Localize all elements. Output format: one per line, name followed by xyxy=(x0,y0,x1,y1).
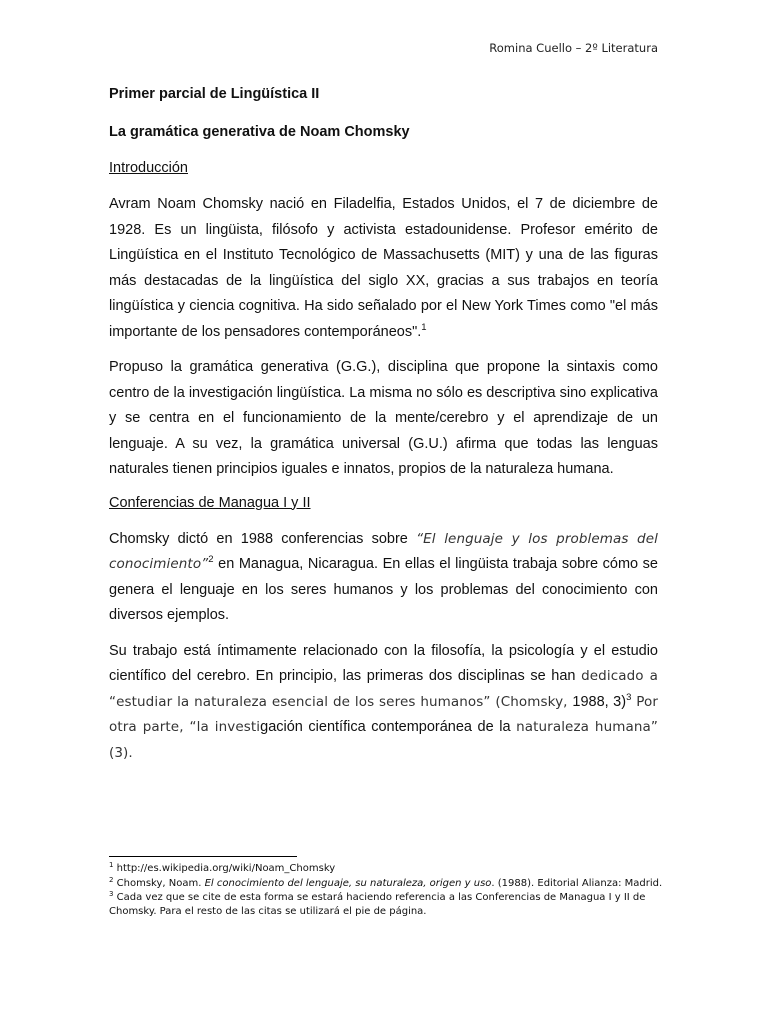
footnote-text: . (1988). Editorial Alianza: Madrid. xyxy=(491,877,663,889)
footnote-book-title: El conocimiento del lenguaje, su naturaleza, origen y uso xyxy=(204,877,492,889)
paragraph-3-quote: “El lenguaje y los problemas del conocimiento” xyxy=(109,530,658,572)
paragraph-4-quote-c: naturaleza humana” (3). xyxy=(109,719,658,761)
document-subtitle: La gramática generativa de Noam Chomsky xyxy=(109,124,410,140)
footnote-text: Cada vez que se cite de esta forma se estará haciendo referencia a las Conferencias de Managua I y II de Chomsky. Para el resto de las citas se utilizará el pie de página. xyxy=(109,892,646,917)
section-heading-introduccion: Introducción xyxy=(109,160,188,176)
paragraph-3-text-b: en Managua, Nicaragua. En ellas el lingüista trabaja sobre cómo se genera el lenguaje en los seres humanos y los problemas del conocimiento con diversos ejemplos. xyxy=(109,556,658,623)
footnote-number: 1 xyxy=(109,861,114,869)
footnote-2 xyxy=(109,877,664,891)
paragraph-3-text-a: Chomsky dictó en 1988 conferencias sobre xyxy=(109,530,417,547)
paragraph-4-text-a: Su trabajo está íntimamente relacionado con la filosofía, la psicología y el estudio científico del cerebro. En principio, las primeras dos disciplinas se han xyxy=(109,642,658,684)
paragraph-2: Propuso la gramática generativa (G.G.), disciplina que propone la sintaxis como centro de la investigación lingüística. La misma no sólo es descriptiva sino explicativa y se centra en el funcionamiento de la mente/cerebro y el aprendizaje de un lenguaje. A su vez, la gramática universal (G.U.) afirma que todas las lenguas naturales tienen principios iguales e innatos, propios de la naturaleza humana. xyxy=(109,359,658,477)
document-body xyxy=(109,84,658,776)
paragraph-4-citation: 1988, 3) xyxy=(572,693,627,710)
footnotes xyxy=(109,856,664,919)
footnote-number: 2 xyxy=(109,875,114,884)
paragraph-3 xyxy=(109,527,658,629)
footnote-link[interactable]: http://es.wikipedia.org/wiki/Noam_Chomsky xyxy=(116,863,336,874)
section-heading-managua: Conferencias de Managua I y II xyxy=(109,494,311,511)
document-title: Primer parcial de Lingüística II xyxy=(109,86,320,102)
paragraph-1 xyxy=(109,192,658,345)
paragraph-4 xyxy=(109,639,658,767)
paragraph-4-quote-b: Por otra parte, “la investi xyxy=(109,693,658,735)
footnote-ref-1: 1 xyxy=(421,321,427,333)
footnote-ref-2: 2 xyxy=(208,554,214,565)
paragraph-4-quote-a: dedicado a “estudiar la naturaleza esencial de los seres humanos” (Chomsky, xyxy=(109,668,658,710)
paragraph-1-text: Avram Noam Chomsky nació en Filadelfia, Estados Unidos, el 7 de diciembre de 1928. Es un lingüista, filósofo y activista estadounidense. Profesor emérito de Lingüística en el Instituto Tecnológico de Massachusetts (MIT) y una de las figuras más destacadas de la lingüística del siglo XX, gracias a sus trabajos en teoría lingüística y ciencia cognitiva. Ha sido señalado por el New York Times como "el más importante de los pensadores contemporáneos". xyxy=(109,196,658,340)
footnote-ref-3: 3 xyxy=(626,691,632,703)
footnote-3 xyxy=(109,891,664,918)
footnote-text: Chomsky, Noam. xyxy=(116,877,205,889)
footnote-separator xyxy=(109,856,297,857)
paragraph-4-text-e: gación científica contemporánea de la xyxy=(260,719,517,735)
running-header: Romina Cuello – 2º Literatura xyxy=(489,41,658,55)
footnote-1 xyxy=(109,862,664,876)
footnote-number: 3 xyxy=(109,890,114,898)
